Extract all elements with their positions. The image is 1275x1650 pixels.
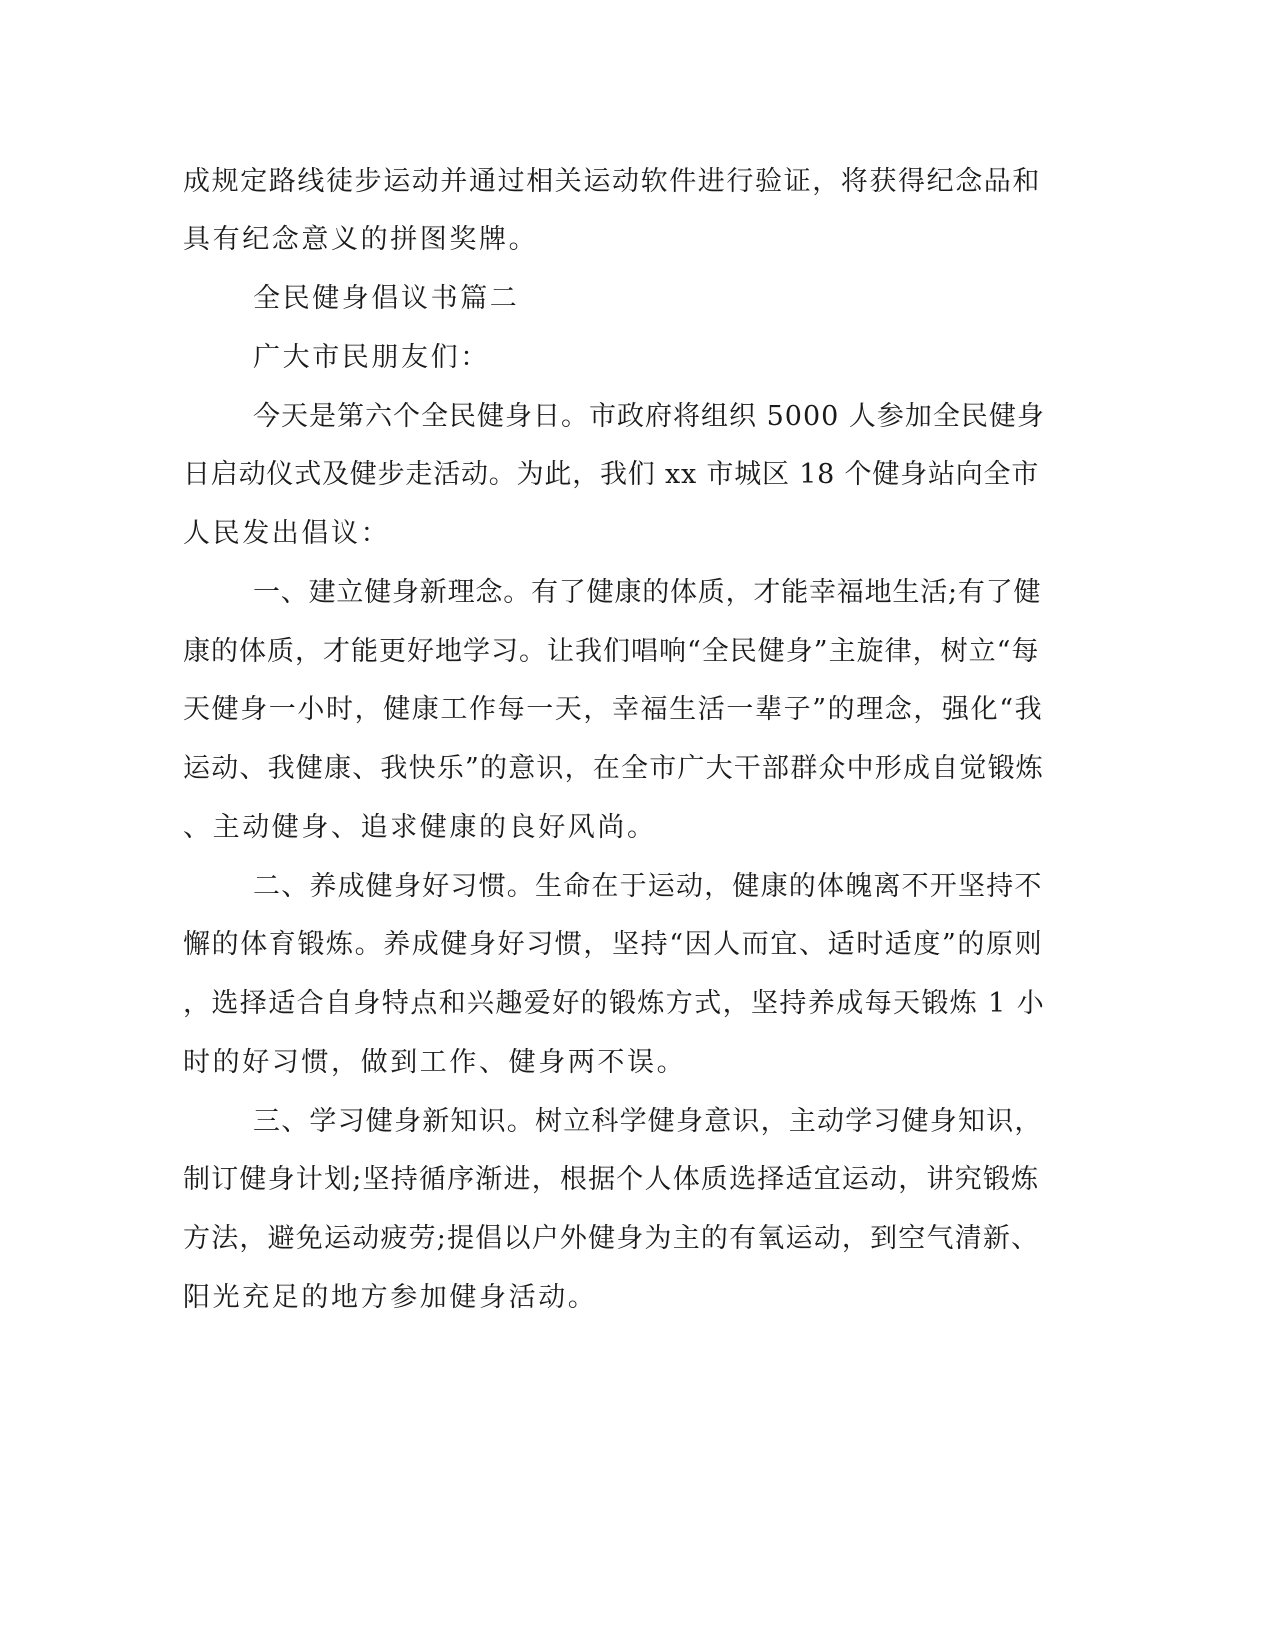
text-line: 、主动健身、追求健康的良好风尚。 [183,812,657,843]
text-line: 成规定路线徒步运动并通过相关运动软件进行验证，将获得纪念品和 [183,166,1041,197]
text-line: 懈的体育锻炼。养成健身好习惯，坚持“因人而宜、适时适度”的原则 [183,929,1044,960]
text-line: 阳光充足的地方参加健身活动。 [183,1282,598,1313]
section-heading: 全民健身倡议书篇二 [253,283,520,314]
text-line: 康的体质，才能更好地学习。让我们唱响“全民健身”主旋律，树立“每 [183,636,1040,667]
text-line: 时的好习惯，做到工作、健身两不误。 [183,1047,687,1078]
text-line: 具有纪念意义的拼图奖牌。 [183,224,539,255]
text-line: 运动、我健康、我快乐”的意识，在全市广大干部群众中形成自觉锻炼 [183,753,1045,784]
text-line: 人民发出倡议： [183,518,391,549]
text-line: 今天是第六个全民健身日。市政府将组织 5000 人参加全民健身 [253,401,1045,432]
text-line: 一、建立健身新理念。有了健康的体质，才能幸福地生活;有了健 [253,577,1042,608]
text-line: 三、学习健身新知识。树立科学健身意识，主动学习健身知识， [253,1106,1043,1137]
text-line: ，选择适合自身特点和兴趣爱好的锻炼方式，坚持养成每天锻炼 1 小 [183,988,1046,1019]
text-line: 日启动仪式及健步走活动。为此，我们 xx 市城区 18 个健身站向全市 [183,459,1040,490]
text-line: 制订健身计划;坚持循序渐进，根据个人体质选择适宜运动，讲究锻炼 [183,1164,1040,1195]
salutation: 广大市民朋友们： [253,342,490,373]
text-line: 天健身一小时，健康工作每一天，幸福生活一辈子”的理念，强化“我 [183,694,1044,725]
text-line: 方法，避免运动疲劳;提倡以户外健身为主的有氧运动，到空气清新、 [183,1223,1040,1254]
text-line: 二、养成健身好习惯。生命在于运动，健康的体魄离不开坚持不 [253,871,1043,902]
